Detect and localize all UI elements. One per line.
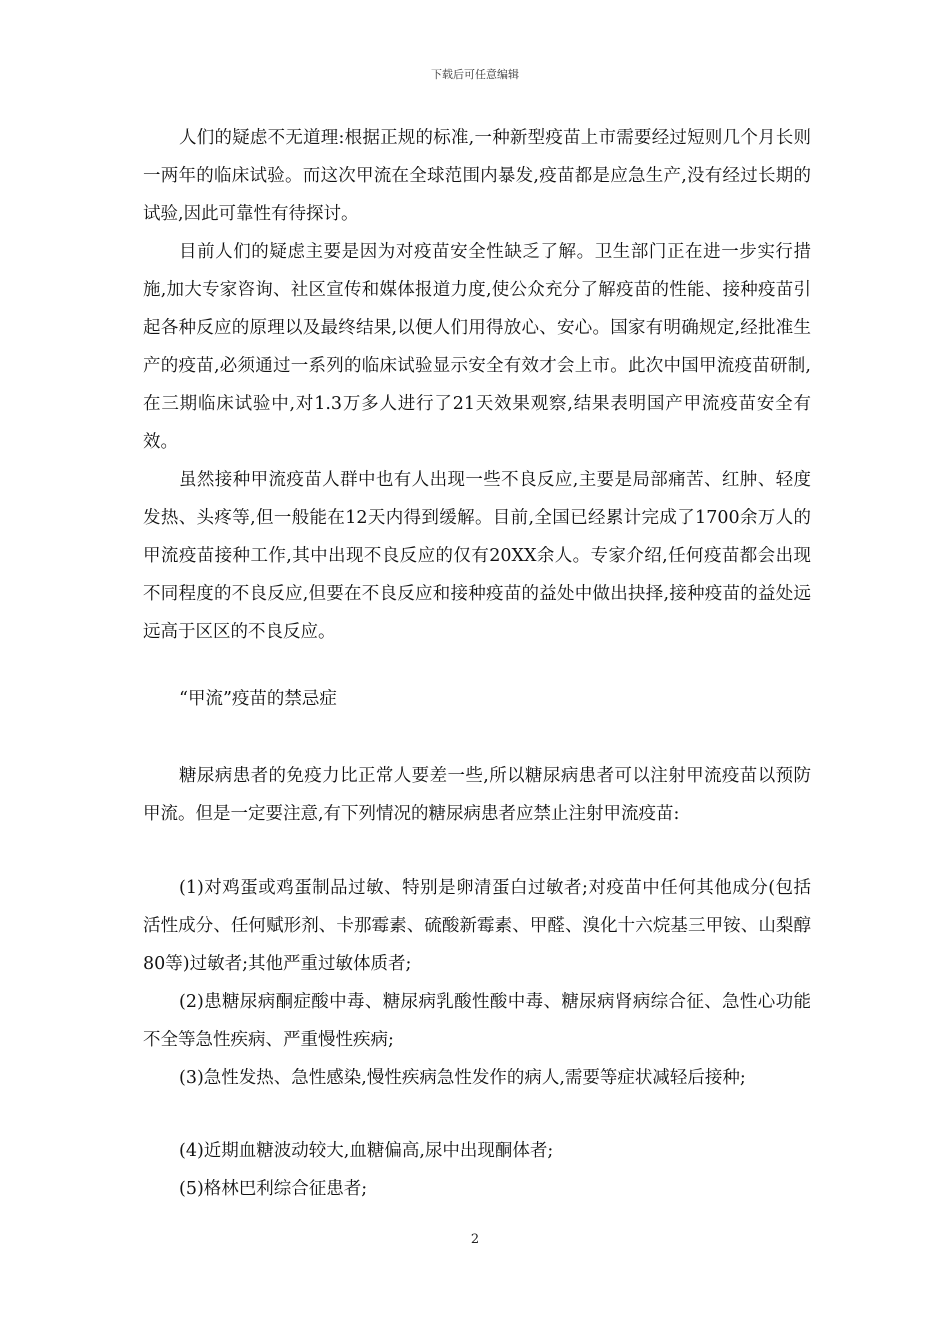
page-header-note: 下载后可任意编辑 xyxy=(431,68,519,81)
page-number: 2 xyxy=(470,1232,480,1247)
paragraph-diabetes-patients: 糖尿病患者的免疫力比正常人要差一些,所以糖尿病患者可以注射甲流疫苗以预防甲流。但是一定要注意,有下列情况的糖尿病患者应禁止注射甲流疫苗: xyxy=(143,766,811,824)
list-item-contraindication-4: (4)近期血糖波动较大,血糖偏高,尿中出现酮体者; xyxy=(179,1141,554,1161)
section-heading-contraindications: “甲流”疫苗的禁忌症 xyxy=(179,689,337,709)
list-item-contraindication-1: (1)对鸡蛋或鸡蛋制品过敏、特别是卵清蛋白过敏者;对疫苗中任何其他成分(包括活性成分、任何赋形剂、卡那霉素、硫酸新霉素、甲醛、溴化十六烷基三甲铵、山梨醇80等)过敏者;其他严重过敏体质者; xyxy=(143,878,811,974)
paragraph-public-doubts: 人们的疑虑不无道理:根据正规的标准,一种新型疫苗上市需要经过短则几个月长则一两年的临床试验。而这次甲流在全球范围内暴发,疫苗都是应急生产,没有经过长期的试验,因此可靠性有待探讨。 xyxy=(143,128,811,224)
paragraph-adverse-reactions: 虽然接种甲流疫苗人群中也有人出现一些不良反应,主要是局部痛苦、红肿、轻度发热、头疼等,但一般能在12天内得到缓解。目前,全国已经累计完成了1700余万人的甲流疫苗接种工作,其中出现不良反应的仅有20XX余人。专家介绍,任何疫苗都会出现不同程度的不良反应,但要在不良反应和接种疫苗的益处中做出抉择,接种疫苗的益处远远高于区区的不良反应。 xyxy=(143,470,811,642)
paragraph-safety-measures: 目前人们的疑虑主要是因为对疫苗安全性缺乏了解。卫生部门正在进一步实行措施,加大专家咨询、社区宣传和媒体报道力度,使公众充分了解疫苗的性能、接种疫苗引起各种反应的原理以及最终结果,以便人们用得放心、安心。国家有明确规定,经批准生产的疫苗,必须通过一系列的临床试验显示安全有效才会上市。此次中国甲流疫苗研制,在三期临床试验中,对1.3万多人进行了21天效果观察,结果表明国产甲流疫苗安全有效。 xyxy=(143,242,811,452)
list-item-contraindication-3: (3)急性发热、急性感染,慢性疾病急性发作的病人,需要等症状减轻后接种; xyxy=(179,1068,746,1088)
list-item-contraindication-5: (5)格林巴利综合征患者; xyxy=(179,1179,368,1199)
list-item-contraindication-2: (2)患糖尿病酮症酸中毒、糖尿病乳酸性酸中毒、糖尿病肾病综合征、急性心功能不全等急性疾病、严重慢性疾病; xyxy=(143,992,811,1050)
